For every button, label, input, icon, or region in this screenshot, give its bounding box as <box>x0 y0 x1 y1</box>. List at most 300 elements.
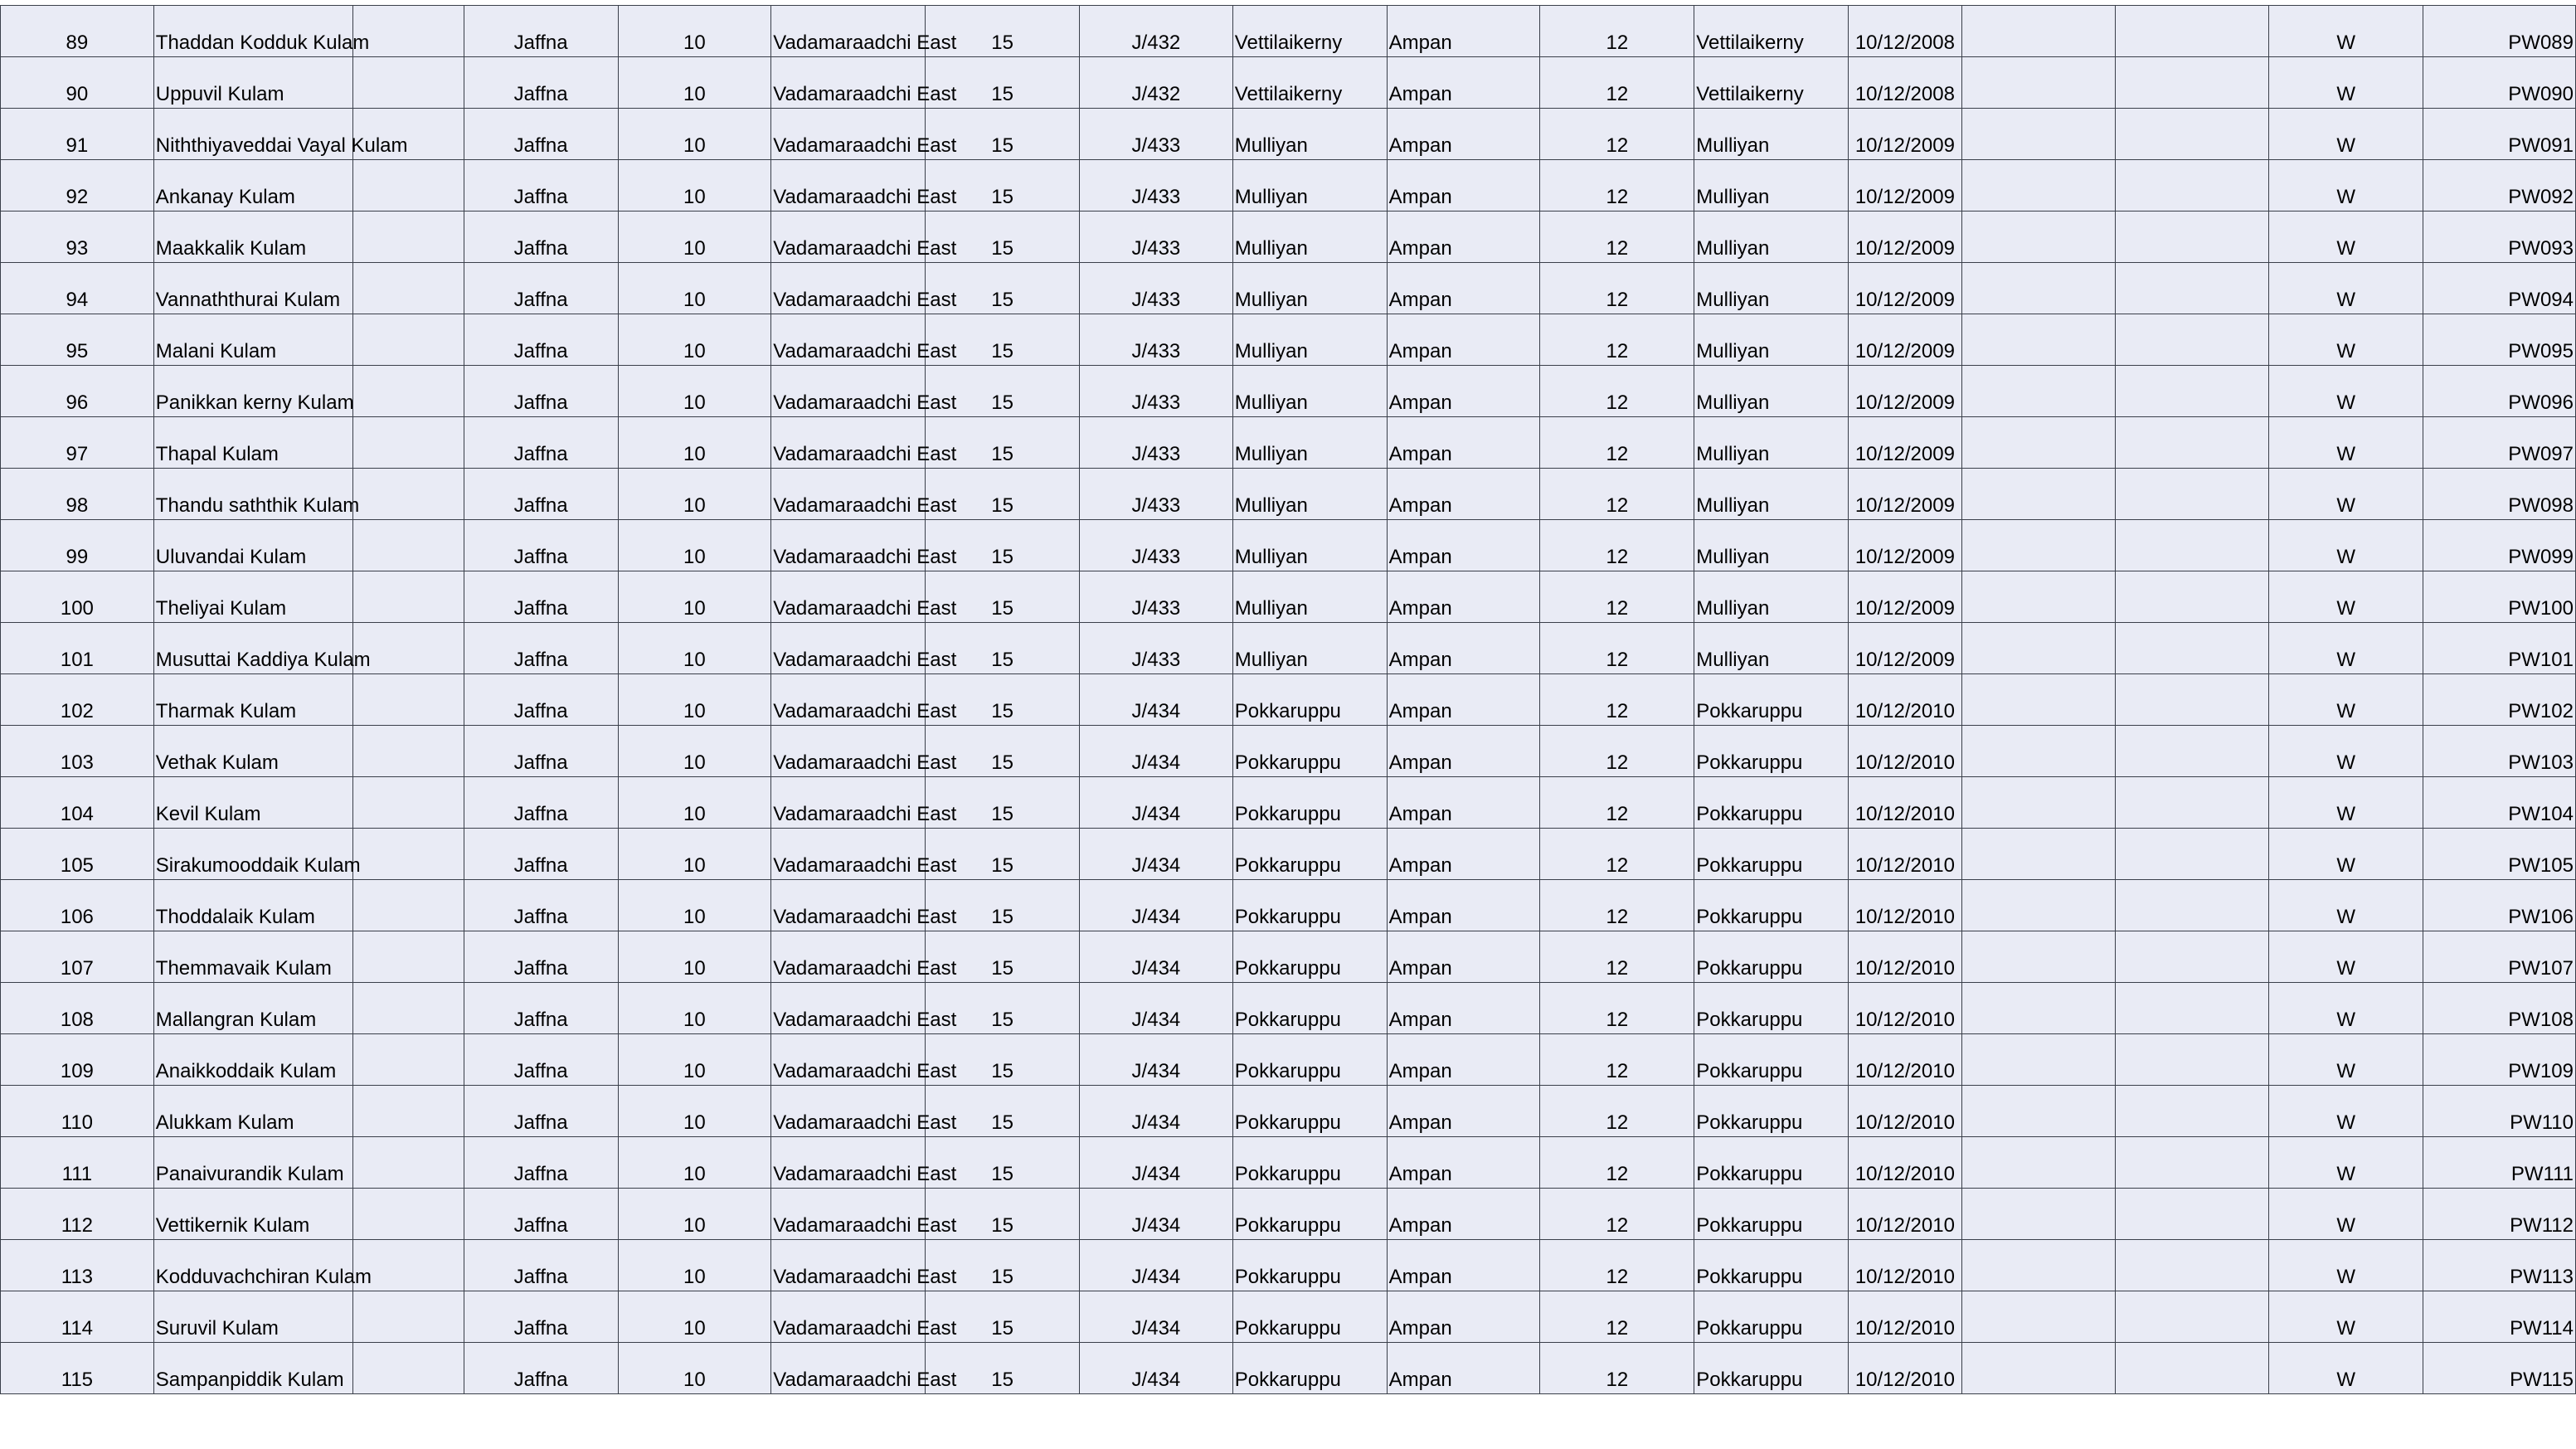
empty-cell[interactable] <box>353 1343 464 1394</box>
tank-name-cell[interactable] <box>153 1137 353 1189</box>
row-number-cell[interactable] <box>1 314 154 366</box>
ds-division-cell[interactable] <box>771 983 957 1034</box>
empty-cell[interactable] <box>353 1189 464 1240</box>
agrarian-code-cell[interactable] <box>1540 1137 1694 1189</box>
empty-cell[interactable] <box>2116 1086 2269 1137</box>
district-cell[interactable] <box>464 263 618 314</box>
gn-number-cell[interactable] <box>1080 1291 1233 1343</box>
district-code-cell[interactable] <box>618 212 771 263</box>
row-number-cell[interactable] <box>1 1343 154 1394</box>
empty-cell[interactable] <box>1961 1086 2116 1137</box>
agrarian-centre-cell[interactable] <box>1387 674 1540 726</box>
ds-division-cell[interactable] <box>771 726 957 777</box>
gn-number-cell[interactable] <box>1080 1137 1233 1189</box>
date-cell[interactable] <box>1849 6 1961 57</box>
date-cell[interactable] <box>1849 777 1961 829</box>
empty-cell[interactable] <box>2116 571 2269 623</box>
date-cell[interactable] <box>1849 674 1961 726</box>
empty-cell[interactable] <box>1961 1189 2116 1240</box>
ds-division-cell[interactable] <box>771 6 957 57</box>
agrarian-centre-cell[interactable] <box>1387 623 1540 674</box>
village-cell[interactable] <box>1694 212 1849 263</box>
tank-name-cell[interactable] <box>153 571 353 623</box>
type-cell[interactable] <box>2269 726 2423 777</box>
agrarian-centre-cell[interactable] <box>1387 829 1540 880</box>
village-cell[interactable] <box>1694 417 1849 469</box>
agrarian-code-cell[interactable] <box>1540 314 1694 366</box>
gn-number-cell[interactable] <box>1080 880 1233 931</box>
row-number-cell[interactable] <box>1 829 154 880</box>
tank-code-cell[interactable] <box>2423 726 2576 777</box>
district-code-cell[interactable] <box>618 1291 771 1343</box>
date-cell[interactable] <box>1849 931 1961 983</box>
empty-cell[interactable] <box>1961 726 2116 777</box>
gn-number-cell[interactable] <box>1080 571 1233 623</box>
row-number-cell[interactable] <box>1 1240 154 1291</box>
agrarian-code-cell[interactable] <box>1540 109 1694 160</box>
agrarian-code-cell[interactable] <box>1540 623 1694 674</box>
village-cell[interactable] <box>1694 623 1849 674</box>
tank-name-cell[interactable] <box>153 109 408 160</box>
row-number-cell[interactable] <box>1 6 154 57</box>
agrarian-centre-cell[interactable] <box>1387 1291 1540 1343</box>
empty-cell[interactable] <box>2116 212 2269 263</box>
empty-cell[interactable] <box>2116 1034 2269 1086</box>
empty-cell[interactable] <box>2116 880 2269 931</box>
type-cell[interactable] <box>2269 1291 2423 1343</box>
tank-code-cell[interactable] <box>2423 314 2576 366</box>
district-cell[interactable] <box>464 160 618 212</box>
village-cell[interactable] <box>1694 1034 1849 1086</box>
district-code-cell[interactable] <box>618 263 771 314</box>
ds-division-cell[interactable] <box>771 674 957 726</box>
tank-name-cell[interactable] <box>153 1086 353 1137</box>
gn-name-cell[interactable] <box>1232 57 1387 109</box>
gn-name-cell[interactable] <box>1232 1343 1387 1394</box>
district-cell[interactable] <box>464 6 618 57</box>
tank-code-cell[interactable] <box>2423 880 2576 931</box>
district-cell[interactable] <box>464 417 618 469</box>
ds-division-cell[interactable] <box>771 829 957 880</box>
empty-cell[interactable] <box>1961 1343 2116 1394</box>
type-cell[interactable] <box>2269 160 2423 212</box>
empty-cell[interactable] <box>2116 829 2269 880</box>
agrarian-centre-cell[interactable] <box>1387 6 1540 57</box>
gn-name-cell[interactable] <box>1232 880 1387 931</box>
agrarian-centre-cell[interactable] <box>1387 777 1540 829</box>
agrarian-centre-cell[interactable] <box>1387 263 1540 314</box>
row-number-cell[interactable] <box>1 469 154 520</box>
gn-name-cell[interactable] <box>1232 777 1387 829</box>
village-cell[interactable] <box>1694 1086 1849 1137</box>
gn-name-cell[interactable] <box>1232 1137 1387 1189</box>
district-cell[interactable] <box>464 1034 618 1086</box>
row-number-cell[interactable] <box>1 520 154 571</box>
tank-code-cell[interactable] <box>2423 1291 2576 1343</box>
date-cell[interactable] <box>1849 1034 1961 1086</box>
row-number-cell[interactable] <box>1 726 154 777</box>
agrarian-code-cell[interactable] <box>1540 1343 1694 1394</box>
tank-name-cell[interactable] <box>153 623 371 674</box>
empty-cell[interactable] <box>2116 1137 2269 1189</box>
ds-division-cell[interactable] <box>771 880 957 931</box>
row-number-cell[interactable] <box>1 417 154 469</box>
tank-name-cell[interactable] <box>153 212 353 263</box>
agrarian-centre-cell[interactable] <box>1387 520 1540 571</box>
type-cell[interactable] <box>2269 6 2423 57</box>
agrarian-code-cell[interactable] <box>1540 1034 1694 1086</box>
district-code-cell[interactable] <box>618 1034 771 1086</box>
district-code-cell[interactable] <box>618 160 771 212</box>
district-cell[interactable] <box>464 314 618 366</box>
tank-name-cell[interactable] <box>153 1034 353 1086</box>
district-cell[interactable] <box>464 983 618 1034</box>
date-cell[interactable] <box>1849 417 1961 469</box>
type-cell[interactable] <box>2269 1343 2423 1394</box>
district-cell[interactable] <box>464 623 618 674</box>
gn-number-cell[interactable] <box>1080 1343 1233 1394</box>
district-code-cell[interactable] <box>618 1086 771 1137</box>
district-cell[interactable] <box>464 109 618 160</box>
gn-name-cell[interactable] <box>1232 109 1387 160</box>
empty-cell[interactable] <box>2116 160 2269 212</box>
gn-number-cell[interactable] <box>1080 520 1233 571</box>
gn-name-cell[interactable] <box>1232 160 1387 212</box>
agrarian-code-cell[interactable] <box>1540 829 1694 880</box>
agrarian-code-cell[interactable] <box>1540 1240 1694 1291</box>
agrarian-centre-cell[interactable] <box>1387 314 1540 366</box>
empty-cell[interactable] <box>2116 983 2269 1034</box>
empty-cell[interactable] <box>1961 1240 2116 1291</box>
agrarian-centre-cell[interactable] <box>1387 726 1540 777</box>
agrarian-centre-cell[interactable] <box>1387 1086 1540 1137</box>
empty-cell[interactable] <box>1961 1034 2116 1086</box>
empty-cell[interactable] <box>1961 160 2116 212</box>
date-cell[interactable] <box>1849 623 1961 674</box>
tank-name-cell[interactable] <box>153 1343 353 1394</box>
empty-cell[interactable] <box>2116 726 2269 777</box>
tank-code-cell[interactable] <box>2423 6 2576 57</box>
gn-number-cell[interactable] <box>1080 623 1233 674</box>
gn-name-cell[interactable] <box>1232 1189 1387 1240</box>
ds-division-cell[interactable] <box>771 57 957 109</box>
empty-cell[interactable] <box>2116 57 2269 109</box>
agrarian-code-cell[interactable] <box>1540 983 1694 1034</box>
district-code-cell[interactable] <box>618 983 771 1034</box>
date-cell[interactable] <box>1849 983 1961 1034</box>
empty-cell[interactable] <box>2116 469 2269 520</box>
gn-number-cell[interactable] <box>1080 6 1233 57</box>
type-cell[interactable] <box>2269 1086 2423 1137</box>
tank-code-cell[interactable] <box>2423 674 2576 726</box>
date-cell[interactable] <box>1849 829 1961 880</box>
gn-name-cell[interactable] <box>1232 520 1387 571</box>
tank-name-cell[interactable] <box>153 520 353 571</box>
village-cell[interactable] <box>1694 520 1849 571</box>
district-code-cell[interactable] <box>618 829 771 880</box>
district-code-cell[interactable] <box>618 314 771 366</box>
empty-cell[interactable] <box>1961 212 2116 263</box>
gn-number-cell[interactable] <box>1080 263 1233 314</box>
village-cell[interactable] <box>1694 983 1849 1034</box>
agrarian-centre-cell[interactable] <box>1387 983 1540 1034</box>
ds-division-cell[interactable] <box>771 469 957 520</box>
gn-number-cell[interactable] <box>1080 212 1233 263</box>
gn-number-cell[interactable] <box>1080 726 1233 777</box>
tank-name-cell[interactable] <box>153 931 353 983</box>
tank-code-cell[interactable] <box>2423 1343 2576 1394</box>
gn-number-cell[interactable] <box>1080 674 1233 726</box>
district-code-cell[interactable] <box>618 1189 771 1240</box>
tank-code-cell[interactable] <box>2423 109 2576 160</box>
agrarian-centre-cell[interactable] <box>1387 57 1540 109</box>
tank-code-cell[interactable] <box>2423 1137 2576 1189</box>
empty-cell[interactable] <box>353 983 464 1034</box>
gn-number-cell[interactable] <box>1080 109 1233 160</box>
empty-cell[interactable] <box>2116 417 2269 469</box>
agrarian-centre-cell[interactable] <box>1387 1034 1540 1086</box>
tank-name-cell[interactable] <box>153 674 353 726</box>
empty-cell[interactable] <box>353 1291 464 1343</box>
district-cell[interactable] <box>464 880 618 931</box>
district-cell[interactable] <box>464 1189 618 1240</box>
type-cell[interactable] <box>2269 983 2423 1034</box>
district-cell[interactable] <box>464 469 618 520</box>
district-code-cell[interactable] <box>618 674 771 726</box>
gn-name-cell[interactable] <box>1232 1086 1387 1137</box>
agrarian-code-cell[interactable] <box>1540 160 1694 212</box>
district-cell[interactable] <box>464 212 618 263</box>
district-code-cell[interactable] <box>618 777 771 829</box>
tank-name-cell[interactable] <box>153 366 353 417</box>
empty-cell[interactable] <box>353 571 464 623</box>
type-cell[interactable] <box>2269 520 2423 571</box>
agrarian-code-cell[interactable] <box>1540 1291 1694 1343</box>
district-cell[interactable] <box>464 520 618 571</box>
empty-cell[interactable] <box>353 160 464 212</box>
gn-number-cell[interactable] <box>1080 1034 1233 1086</box>
ds-division-cell[interactable] <box>771 1291 957 1343</box>
empty-cell[interactable] <box>1961 366 2116 417</box>
gn-name-cell[interactable] <box>1232 623 1387 674</box>
ds-division-cell[interactable] <box>771 1086 957 1137</box>
empty-cell[interactable] <box>2116 366 2269 417</box>
agrarian-code-cell[interactable] <box>1540 417 1694 469</box>
row-number-cell[interactable] <box>1 366 154 417</box>
row-number-cell[interactable] <box>1 1137 154 1189</box>
type-cell[interactable] <box>2269 1137 2423 1189</box>
row-number-cell[interactable] <box>1 1086 154 1137</box>
empty-cell[interactable] <box>1961 57 2116 109</box>
empty-cell[interactable] <box>353 263 464 314</box>
district-cell[interactable] <box>464 1086 618 1137</box>
agrarian-centre-cell[interactable] <box>1387 469 1540 520</box>
ds-division-cell[interactable] <box>771 623 957 674</box>
empty-cell[interactable] <box>1961 983 2116 1034</box>
date-cell[interactable] <box>1849 726 1961 777</box>
type-cell[interactable] <box>2269 623 2423 674</box>
agrarian-centre-cell[interactable] <box>1387 931 1540 983</box>
tank-code-cell[interactable] <box>2423 829 2576 880</box>
agrarian-centre-cell[interactable] <box>1387 571 1540 623</box>
empty-cell[interactable] <box>2116 931 2269 983</box>
gn-number-cell[interactable] <box>1080 777 1233 829</box>
tank-code-cell[interactable] <box>2423 57 2576 109</box>
district-cell[interactable] <box>464 1240 618 1291</box>
district-code-cell[interactable] <box>618 57 771 109</box>
row-number-cell[interactable] <box>1 623 154 674</box>
village-cell[interactable] <box>1694 726 1849 777</box>
gn-name-cell[interactable] <box>1232 314 1387 366</box>
tank-code-cell[interactable] <box>2423 263 2576 314</box>
ds-division-cell[interactable] <box>771 777 957 829</box>
gn-number-cell[interactable] <box>1080 1189 1233 1240</box>
tank-code-cell[interactable] <box>2423 1086 2576 1137</box>
village-cell[interactable] <box>1694 469 1849 520</box>
village-cell[interactable] <box>1694 829 1849 880</box>
agrarian-code-cell[interactable] <box>1540 1189 1694 1240</box>
empty-cell[interactable] <box>1961 1291 2116 1343</box>
empty-cell[interactable] <box>1961 777 2116 829</box>
gn-name-cell[interactable] <box>1232 212 1387 263</box>
date-cell[interactable] <box>1849 520 1961 571</box>
empty-cell[interactable] <box>2116 1189 2269 1240</box>
empty-cell[interactable] <box>1961 571 2116 623</box>
empty-cell[interactable] <box>1961 6 2116 57</box>
district-code-cell[interactable] <box>618 109 771 160</box>
agrarian-centre-cell[interactable] <box>1387 109 1540 160</box>
tank-name-cell[interactable] <box>153 829 361 880</box>
ds-division-cell[interactable] <box>771 366 957 417</box>
district-code-cell[interactable] <box>618 571 771 623</box>
district-cell[interactable] <box>464 1343 618 1394</box>
tank-code-cell[interactable] <box>2423 520 2576 571</box>
ds-division-cell[interactable] <box>771 212 957 263</box>
date-cell[interactable] <box>1849 1240 1961 1291</box>
empty-cell[interactable] <box>2116 6 2269 57</box>
tank-code-cell[interactable] <box>2423 931 2576 983</box>
agrarian-centre-cell[interactable] <box>1387 1189 1540 1240</box>
type-cell[interactable] <box>2269 417 2423 469</box>
empty-cell[interactable] <box>353 6 464 57</box>
tank-code-cell[interactable] <box>2423 571 2576 623</box>
gn-number-cell[interactable] <box>1080 366 1233 417</box>
tank-name-cell[interactable] <box>153 726 353 777</box>
tank-name-cell[interactable] <box>153 469 360 520</box>
empty-cell[interactable] <box>2116 109 2269 160</box>
empty-cell[interactable] <box>1961 417 2116 469</box>
tank-name-cell[interactable] <box>153 263 353 314</box>
district-cell[interactable] <box>464 931 618 983</box>
ds-division-cell[interactable] <box>771 109 957 160</box>
type-cell[interactable] <box>2269 1240 2423 1291</box>
gn-number-cell[interactable] <box>1080 57 1233 109</box>
ds-division-cell[interactable] <box>771 1343 957 1394</box>
tank-code-cell[interactable] <box>2423 1189 2576 1240</box>
type-cell[interactable] <box>2269 263 2423 314</box>
date-cell[interactable] <box>1849 160 1961 212</box>
date-cell[interactable] <box>1849 212 1961 263</box>
agrarian-code-cell[interactable] <box>1540 469 1694 520</box>
gn-number-cell[interactable] <box>1080 931 1233 983</box>
agrarian-code-cell[interactable] <box>1540 57 1694 109</box>
type-cell[interactable] <box>2269 674 2423 726</box>
date-cell[interactable] <box>1849 469 1961 520</box>
date-cell[interactable] <box>1849 1086 1961 1137</box>
empty-cell[interactable] <box>353 520 464 571</box>
tank-code-cell[interactable] <box>2423 1240 2576 1291</box>
type-cell[interactable] <box>2269 829 2423 880</box>
gn-number-cell[interactable] <box>1080 469 1233 520</box>
row-number-cell[interactable] <box>1 109 154 160</box>
agrarian-code-cell[interactable] <box>1540 931 1694 983</box>
type-cell[interactable] <box>2269 314 2423 366</box>
type-cell[interactable] <box>2269 880 2423 931</box>
district-code-cell[interactable] <box>618 6 771 57</box>
gn-name-cell[interactable] <box>1232 726 1387 777</box>
date-cell[interactable] <box>1849 1137 1961 1189</box>
empty-cell[interactable] <box>1961 931 2116 983</box>
empty-cell[interactable] <box>2116 674 2269 726</box>
date-cell[interactable] <box>1849 57 1961 109</box>
district-code-cell[interactable] <box>618 469 771 520</box>
type-cell[interactable] <box>2269 469 2423 520</box>
empty-cell[interactable] <box>1961 109 2116 160</box>
row-number-cell[interactable] <box>1 160 154 212</box>
agrarian-centre-cell[interactable] <box>1387 366 1540 417</box>
empty-cell[interactable] <box>353 314 464 366</box>
empty-cell[interactable] <box>2116 623 2269 674</box>
village-cell[interactable] <box>1694 880 1849 931</box>
gn-name-cell[interactable] <box>1232 931 1387 983</box>
village-cell[interactable] <box>1694 1240 1849 1291</box>
row-number-cell[interactable] <box>1 1034 154 1086</box>
gn-number-cell[interactable] <box>1080 1240 1233 1291</box>
date-cell[interactable] <box>1849 366 1961 417</box>
agrarian-code-cell[interactable] <box>1540 571 1694 623</box>
row-number-cell[interactable] <box>1 1291 154 1343</box>
ds-division-cell[interactable] <box>771 931 957 983</box>
tank-name-cell[interactable] <box>153 1291 353 1343</box>
empty-cell[interactable] <box>353 417 464 469</box>
gn-number-cell[interactable] <box>1080 1086 1233 1137</box>
district-code-cell[interactable] <box>618 726 771 777</box>
village-cell[interactable] <box>1694 1343 1849 1394</box>
village-cell[interactable] <box>1694 109 1849 160</box>
row-number-cell[interactable] <box>1 57 154 109</box>
village-cell[interactable] <box>1694 674 1849 726</box>
village-cell[interactable] <box>1694 571 1849 623</box>
gn-name-cell[interactable] <box>1232 417 1387 469</box>
village-cell[interactable] <box>1694 931 1849 983</box>
empty-cell[interactable] <box>2116 520 2269 571</box>
empty-cell[interactable] <box>353 1086 464 1137</box>
district-code-cell[interactable] <box>618 880 771 931</box>
tank-name-cell[interactable] <box>153 1189 353 1240</box>
empty-cell[interactable] <box>1961 674 2116 726</box>
empty-cell[interactable] <box>353 726 464 777</box>
empty-cell[interactable] <box>1961 314 2116 366</box>
agrarian-code-cell[interactable] <box>1540 212 1694 263</box>
ds-division-cell[interactable] <box>771 160 957 212</box>
village-cell[interactable] <box>1694 1137 1849 1189</box>
tank-name-cell[interactable] <box>153 314 353 366</box>
type-cell[interactable] <box>2269 777 2423 829</box>
date-cell[interactable] <box>1849 571 1961 623</box>
ds-division-cell[interactable] <box>771 1034 957 1086</box>
row-number-cell[interactable] <box>1 931 154 983</box>
agrarian-centre-cell[interactable] <box>1387 212 1540 263</box>
